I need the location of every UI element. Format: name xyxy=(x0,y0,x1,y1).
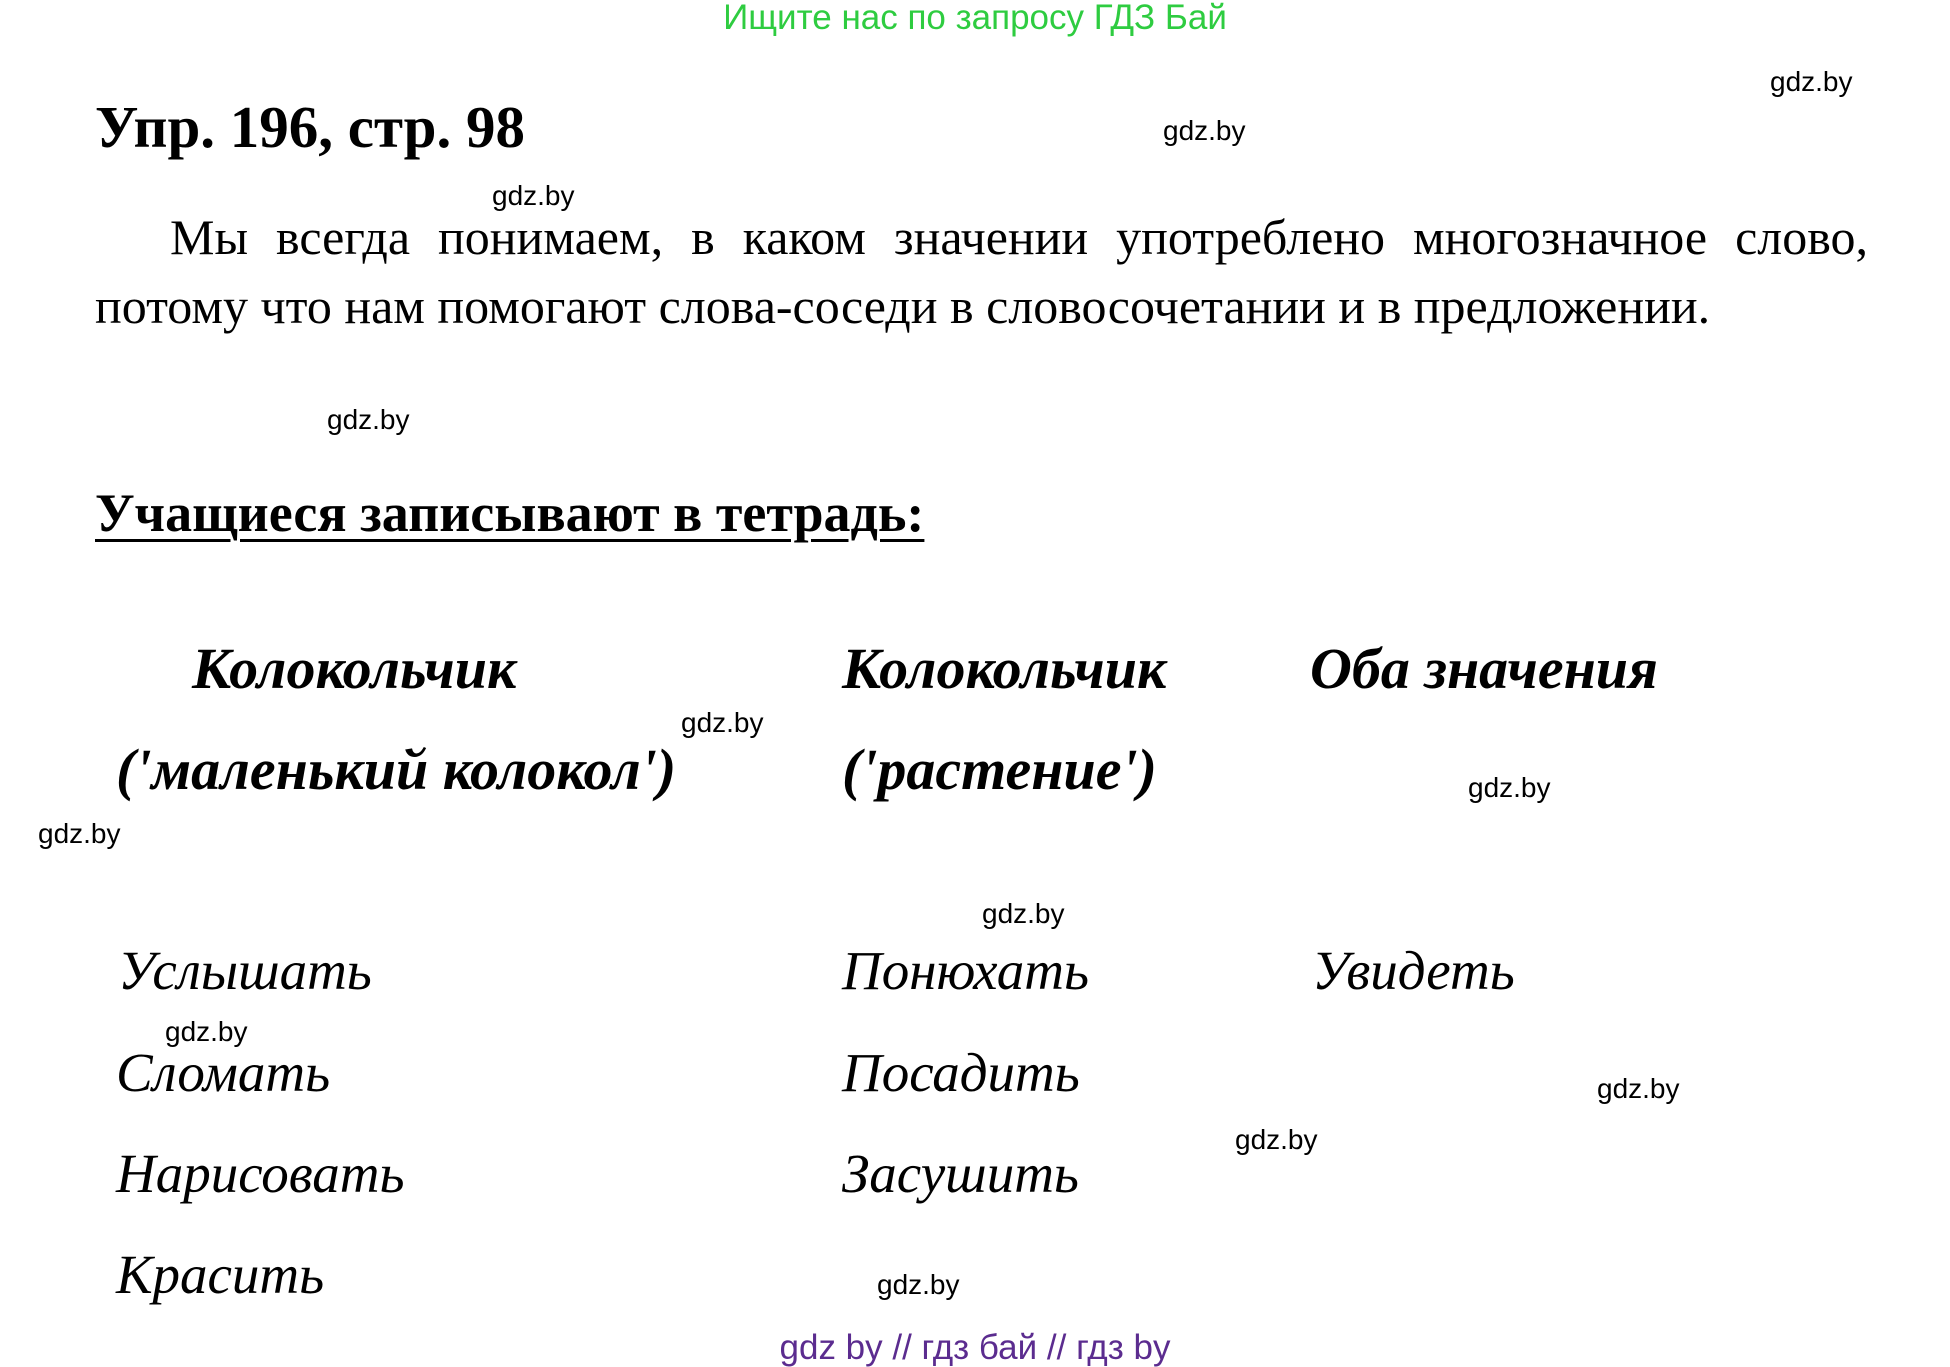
column-2-word: Понюхать xyxy=(842,940,1090,1001)
column-1-word: Красить xyxy=(116,1244,325,1305)
watermark: gdz.by xyxy=(877,1269,960,1300)
exercise-paragraph: Мы всегда понимаем, в каком значении употреблено многозначное слово, потому что нам помогают слова-соседи в словосочетании и в предложении. xyxy=(95,209,1868,334)
watermark: gdz.by xyxy=(1163,115,1246,146)
footer-links: gdz by // гдз бай // гдз by xyxy=(779,1328,1171,1367)
watermark: gdz.by xyxy=(982,898,1065,929)
column-1-heading: Колокольчик xyxy=(192,636,517,701)
column-2-meaning: ('растение') xyxy=(842,737,1157,802)
watermark: gdz.by xyxy=(492,180,575,211)
column-2-word: Посадить xyxy=(842,1042,1080,1103)
column-1-meaning: ('маленький колокол') xyxy=(116,737,677,802)
watermark: gdz.by xyxy=(1770,66,1853,97)
watermark: gdz.by xyxy=(681,707,764,738)
column-1-word: Услышать xyxy=(118,940,372,1001)
watermark: gdz.by xyxy=(38,818,121,849)
notebook-heading: Учащиеся записывают в тетрадь: xyxy=(95,483,925,543)
column-2-heading: Колокольчик xyxy=(842,636,1167,701)
column-1-word: Нарисовать xyxy=(116,1143,405,1204)
column-3-heading: Оба значения xyxy=(1310,636,1658,701)
watermark: gdz.by xyxy=(327,404,410,435)
exercise-title: Упр. 196, стр. 98 xyxy=(95,94,525,160)
watermark: gdz.by xyxy=(165,1016,248,1047)
column-1-word: Сломать xyxy=(116,1042,331,1103)
column-3-word: Увидеть xyxy=(1312,940,1515,1001)
watermark: gdz.by xyxy=(1235,1124,1318,1155)
search-banner: Ищите нас по запросу ГДЗ Бай xyxy=(723,0,1227,37)
watermark: gdz.by xyxy=(1597,1073,1680,1104)
watermark: gdz.by xyxy=(1468,772,1551,803)
column-2-word: Засушить xyxy=(842,1143,1079,1204)
